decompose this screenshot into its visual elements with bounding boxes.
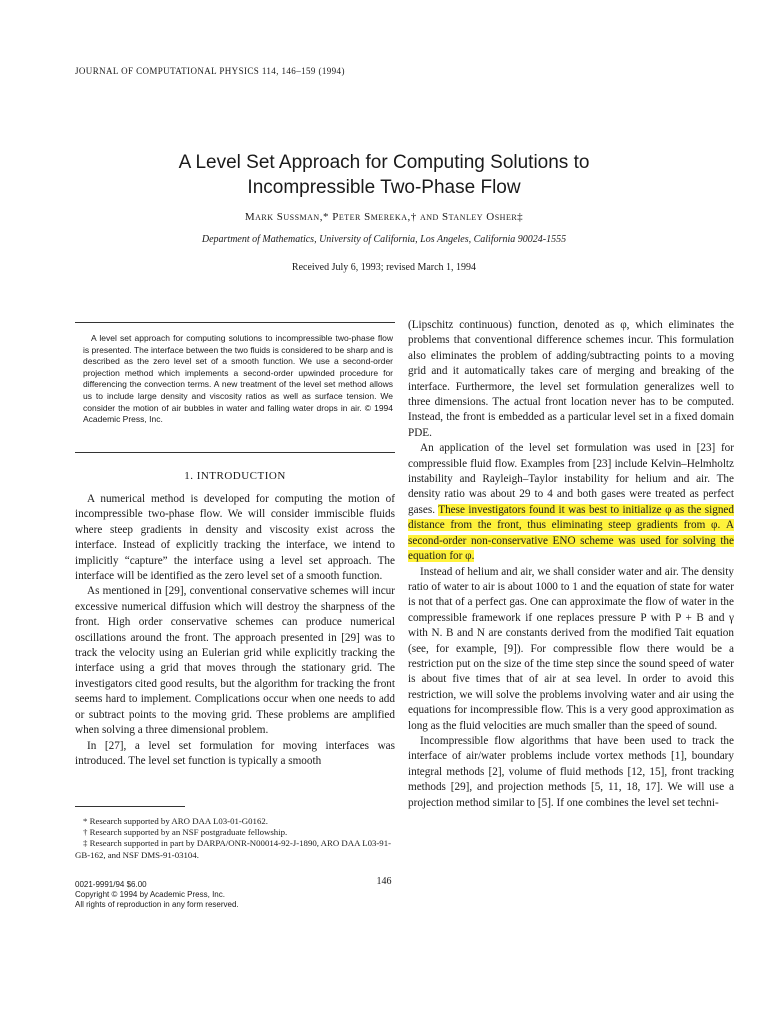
- journal-header: JOURNAL OF COMPUTATIONAL PHYSICS 114, 146–159 (1994): [75, 66, 345, 76]
- abstract-top-rule: [75, 322, 395, 323]
- highlighted-text: These investigators found it was best to initialize φ as the signed distance from the front, thus eliminating steep gradients from φ. A second-order non-conservative ENO scheme was used for solving the equation for φ.: [408, 503, 734, 563]
- paragraph: Incompressible flow algorithms that have been used to track the interface of air/water problems include vortex methods [1], boundary integral methods [2], volume of fluid methods [12, 15], front tracking methods [29], and projection methods [5, 11, 18, 17]. We will use a projection method similar to [5]. If one combines the level set techni-: [408, 734, 734, 809]
- abstract: A level set approach for computing solutions to incompressible two-phase flow is presented. The interface between the two fluids is considered to be sharp and is described as the zero level set of a smooth function. We use a second-order projection method which implements a second-order upwinded procedure for differencing the convection terms. A new treatment of the level set method allows us to include large density and viscosity ratios as well as surface tension. We consider the motion of air bubbles in water and falling water drops in air. © 1994 Academic Press, Inc.: [83, 333, 393, 425]
- title-line-2: Incompressible Two-Phase Flow: [247, 177, 521, 198]
- copyright-block: [75, 880, 239, 910]
- copyright-line: Copyright © 1994 by Academic Press, Inc.: [75, 890, 225, 899]
- rights-line: All rights of reproduction in any form reserved.: [75, 900, 239, 909]
- footnote-rule: [75, 806, 185, 807]
- right-column: [408, 318, 734, 811]
- footnotes: [75, 816, 395, 861]
- paragraph: Instead of helium and air, we shall consider water and air. The density ratio of water to air is about 1000 to 1 and the equation of state for water is not that of a perfect gas. One can approximate the flow of water in the compressible framework if one replaces pressure P with P + B and γ with N. B and N are constants derived from the modified Tait equation (see, for example, [9]). For compressible flow there would be a restriction put on the size of the time step since the sound speed of water is about five times that of air at sea level. In order to avoid this restriction, we will solve the problems involving water and air using the equations for incompressible flow. This is a very good approximation as long as the fluid velocities are much smaller than the speed of sound.: [408, 565, 734, 732]
- abstract-bottom-rule: [75, 452, 395, 453]
- left-column: [75, 492, 395, 769]
- paragraph: [408, 441, 734, 564]
- paragraph: (Lipschitz continuous) function, denoted as φ, which eliminates the problems that conventional difference schemes incur. This formulation also eliminates the problem of adding/subtracting points to a moving grid and it automatically takes care of merging and breaking of the interface. Furthermore, the level set formulation generalizes well to three dimensions. The actual front location never has to be computed. Instead, the front is embedded as a particular level set in a fixed domain PDE.: [408, 319, 734, 439]
- paper-title: [0, 150, 768, 200]
- footnote: † Research supported by an NSF postgraduate fellowship.: [83, 827, 288, 838]
- section-heading: 1. INTRODUCTION: [184, 470, 286, 482]
- paragraph-text: An application of the level set formulation was used in [23] for compressible fluid flow. Examples from [23] include Kelvin–Helmholtz instability and Rayleigh–Taylor instability for helium and air. The density ratio was about 29 to 4 and both gases were treated as perfect gases.: [408, 442, 734, 516]
- title-line-1: A Level Set Approach for Computing Solutions to: [178, 152, 590, 173]
- affiliation: Department of Mathematics, University of California, Los Angeles, California 90024-1555: [201, 234, 567, 245]
- author-list: Mark Sussman,* Peter Smereka,† and Stanley Osher‡: [244, 211, 524, 223]
- issn-price: 0021-9991/94 $6.00: [75, 880, 147, 889]
- paragraph: In [27], a level set formulation for moving interfaces was introduced. The level set function is typically a smooth: [75, 739, 395, 767]
- footnote: * Research supported by ARO DAA L03-01-G0162.: [83, 816, 268, 826]
- received-date: Received July 6, 1993; revised March 1, 1994: [291, 262, 477, 273]
- paragraph: As mentioned in [29], conventional conservative schemes will incur excessive numerical diffusion which will destroy the sharpness of the front. High order conservative schemes can produce numerical oscillations around the front. The approach presented in [29] was to track the velocity using an Eulerian grid while explicitly tracking the interface using a grid that moves through the stationary grid. The investigators cited good results, but the algorithm for tracking the front seems hard to implement. Complications occur when one needs to add or subtract points to the moving grid. These problems are amplified when solving a three dimensional problem.: [75, 585, 395, 737]
- footnote: ‡ Research supported in part by DARPA/ONR-N00014-92-J-1890, ARO DAA L03-91-GB-162, and NSF DMS-91-03104.: [75, 838, 392, 860]
- paragraph: A numerical method is developed for computing the motion of incompressible two-phase flow. We will consider immiscible fluids where steep gradients in density and viscosity exist across the interface. Instead of explicitly tracking the interface, we intend to implicitly “capture” the interface using a level set approach. The interface will be identified as the zero level set of a smooth function.: [75, 493, 395, 583]
- page-number: 146: [376, 876, 392, 887]
